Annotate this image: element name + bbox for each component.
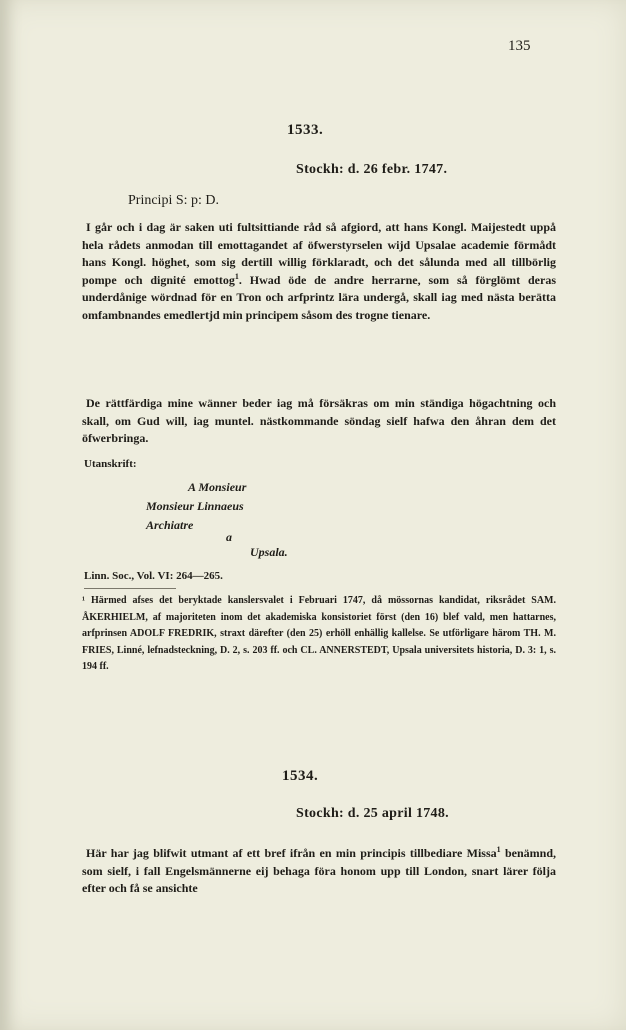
footnote-ref: 1 xyxy=(496,845,501,854)
address-line: a xyxy=(226,530,232,544)
letter-paragraph: De rättfärdiga mine wänner beder iag må försäkras om min ständiga högachtning och skall, om Gud will, iag muntel. nästkommande söndag sielf hafwa den åhran dem det öfwerbringa. xyxy=(82,396,556,445)
footnote: ¹ Härmed afses det beryktade kanslersvalet i Februari 1747, då mössornas kandidat, riksrådet SAM. ÅKERHIELM, af majoriteten inom det akademiska konsistoriet först (den 16) blef vald, men hattarnes, arfprinsen ADOLF FREDRIK, straxt därefter (den 25) erhöll enhällig kallelse. Se utförligare härom TH. M. FRIES, Linné, lefnadsteckning, D. 2, s. 203 ff. och CL. ANNERSTEDT, Upsala universitets historia, D. 3: 1, s. 194 ff. xyxy=(82,595,556,673)
salutation: Principi S: p: D. xyxy=(128,193,220,208)
address-line: A Monsieur xyxy=(188,480,247,494)
letter-number: 1534. xyxy=(282,768,319,784)
letter-paragraph: Här har jag blifwit utmant af ett bref ifrån en min principis tillbediare Missa$^1$ benämnd, som sielf, i fall Engelsmännerne eij behaga föra honom upp till London, snart lärer följa efter och få se ansichte xyxy=(82,845,556,895)
page-number: 135 xyxy=(508,38,531,54)
letter-place-date: Stockh: d. 26 febr. 1747. xyxy=(296,162,448,177)
letter-number: 1533. xyxy=(287,122,324,138)
address-label: Utanskrift: xyxy=(84,458,137,470)
letter-place-date: Stockh: d. 25 april 1748. xyxy=(296,806,449,821)
footnote-ref: 1 xyxy=(234,271,239,281)
source-reference: Linn. Soc., Vol. VI: 264—265. xyxy=(84,570,223,582)
address-line: Archiatre xyxy=(146,518,194,532)
address-line: Monsieur Linnaeus xyxy=(146,499,244,513)
address-line: Upsala. xyxy=(250,545,288,559)
footnote-divider xyxy=(84,588,176,589)
letter-paragraph: I går och i dag är saken uti fultsittiande råd så afgiord, att hans Kongl. Maijestedt uppå hela rådets anmodan till emottagandet af öfwerstyrselen wijd Upsalae academie förmådt hans Kongl. höghet, som sig dertill willig förklaradt, och det sålunda med all tillbörlig pompe och dignité emottog$^1$. Hwad öde de andre herrarne, som så förglömt deras underdånige wördnad för en Tron och arfprintz lära undergå, skall iag med nästa berätta omfambnandes emedlertjd min principem såsom des trogne tienare. xyxy=(82,220,556,322)
